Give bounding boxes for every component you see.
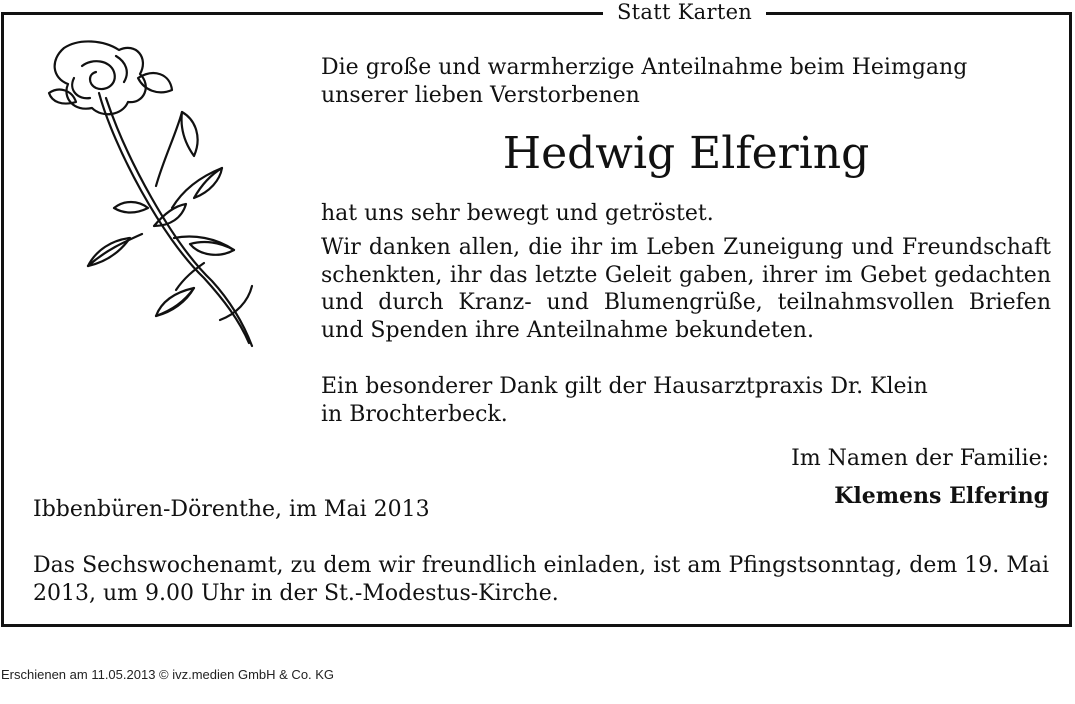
special-thanks-line: in Brochterbeck. [321, 401, 508, 427]
notice-intro: Die große und warmherzige Anteilnahme beim Heimgang unserer lieben Verstorbenen [321, 55, 968, 108]
deceased-name: Hedwig Elfering [502, 128, 870, 179]
special-thanks-line: Ein besonderer Dank gilt der Hausarztpraxis Dr. Klein [321, 374, 928, 399]
rose-icon [44, 38, 254, 350]
signer-name: Klemens Elfering [834, 483, 1049, 509]
notice-thanks: Wir danken allen, die ihr im Leben Zuneigung und Freundschaft schenkten, ihr das letzte Geleit gaben, ihrer im Gebet gedachten und durch Kranz- und Blumengrüße, teilnahmsvollen Briefen und Spenden ihre Anteilnahme bekundeten. [321, 235, 1051, 343]
notice-special-thanks [321, 373, 1051, 428]
place-date: Ibbenbüren-Dörenthe, im Mai 2013 [33, 497, 430, 522]
mass-announcement: Das Sechswochenamt, zu dem wir freundlich einladen, ist am Pfingstsonntag, dem 19. Mai 2013, um 9.00 Uhr in der St.-Modestus-Kirche. [33, 553, 1049, 606]
notice-moved: hat uns sehr bewegt und getröstet. [321, 201, 714, 226]
on-behalf-line: Im Namen der Familie: [791, 446, 1049, 471]
publication-footer: Erschienen am 11.05.2013 © ivz.medien GmbH & Co. KG [1, 667, 335, 682]
notice-header-label: Statt Karten [603, 0, 766, 24]
